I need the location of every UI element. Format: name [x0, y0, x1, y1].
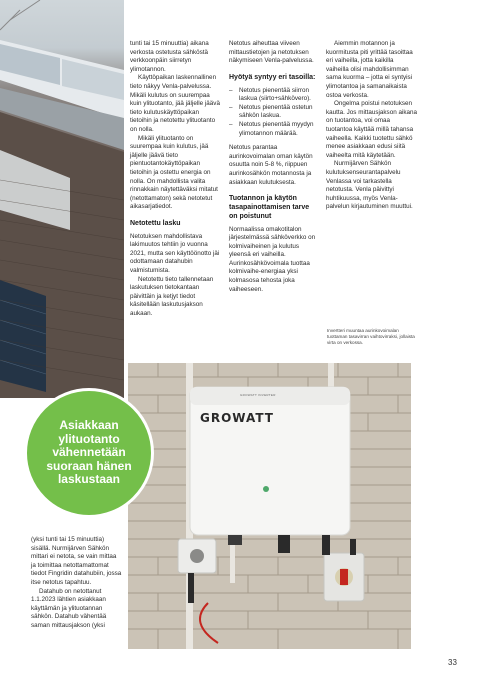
- col2-list-heading: Hyötyä syntyy eri tasoilla:: [229, 73, 316, 81]
- text-column-1: [130, 40, 220, 319]
- col1-paragraph-2: Käyttöpaikan laskennallinen tieto näkyy Venla-palvelussa. Mikäli kulutus on suurempaa kuin ylituotanto, jää jäljelle jäävä tieto kulutuskäyttöpaikan tietoihin ja netotettu ylituotanto on nolla.: [130, 74, 220, 133]
- roof-solar-photo: [0, 0, 124, 398]
- col1-heading: Netotettu lasku: [130, 219, 181, 227]
- col3-paragraph-1: Aiemmin motannon ja kuormitusta piti yrittää tasoittaa eri vaiheilla, jotta kaikilla vaiheilla olisi mahdollisimman sama kuorma – jotta ei syntyisi ylimotantoa ja samanaikaista ostoa verkosta.: [326, 40, 413, 99]
- benefit-list: [229, 87, 319, 139]
- inverter-small-label: GROWATT INVERTER: [240, 393, 276, 397]
- bottom-paragraph-1: (yksi tunti tai 15 minuuttia) sisällä. Nurmijärven Sähkön mittari ei netota, se vain mittaa ja toimittaa netottamattomat tiedot Fingridin datahubiin, jossa itse netotus tapahtuu.: [31, 536, 122, 586]
- inverter-illustration: [128, 363, 411, 649]
- text-column-2: [229, 40, 319, 294]
- list-item: – Netotus pienentää myydyn ylimotannon määrää.: [229, 121, 319, 138]
- list-item: – Netotus pienentää siirron laskua (siirto+sähkövero).: [229, 87, 319, 104]
- inverter-brand-logo: GROWATT: [200, 411, 274, 425]
- col2-paragraph-1: Netotus aiheuttaa viiveen mittaustietojen ja netotuksen näkymiseen Venla-palvelussa.: [229, 40, 314, 65]
- bottom-paragraph-2: Datahub on netottanut 1.1.2023 lähtien asiakkaan käyttämän ja ylituotannan sähkön. Datahub vähentää saman mittausjakson (yksi: [31, 587, 107, 629]
- col2-paragraph-3: Normaalissa omakotitalon järjestelmässä sähköverkko on kolmivaiheinen ja kulutus yleensä eri vaiheilla. Aurinkosähkövoimala tuottaa kolmivaihe-energiaa yksi kolmasosa tehosta joka vaiheeseen.: [229, 225, 316, 293]
- col1-paragraph-3: Mikäli ylituotanto on suurempaa kuin kulutus, jää jäljelle jäävä tieto pientuotantokäyttöpaikan tietoihin ja ostettu energia on nolla. On mahdollista valita rinnakkain näytettäväksi mitatut (netottamaton) sekä netotetut aikasarjatiedot.: [130, 134, 218, 211]
- inverter-photo: [128, 363, 411, 649]
- roof-solar-illustration: [0, 0, 124, 398]
- text-column-bottom: [31, 536, 123, 631]
- list-item: – Netotus pienentää ostetun sähkön laskua.: [229, 104, 319, 121]
- page-number: 33: [448, 658, 457, 667]
- col1-paragraph-4: Netotuksen mahdollistava lakimuutos tehtiin jo vuonna 2021, mutta sen käyttöönotto jäi odottamaan datahubin valmistumista.: [130, 232, 220, 275]
- text-column-3: [326, 40, 418, 212]
- col3-paragraph-3: Nurmijärven Sähkön kulutuksenseurantapalvelu Venlassa voi tarkastella netotusta. Venla päivittyi huhtikuussa, myös Venla-palvelun kirjautuminen muuttui.: [326, 160, 413, 211]
- col2-paragraph-2: Netotus parantaa aurinkovoimalan oman käytön osuutta noin 5-8 %, riippuen aurinkosähkön motannosta ja asiakkaan kulutuksesta.: [229, 144, 313, 186]
- pull-quote-text: Asiakkaan ylituotanto vähennetään suoraan hänen laskustaan: [46, 418, 132, 487]
- pull-quote-circle: [24, 388, 154, 518]
- photo-caption: Invertteri muuntaa aurinkovoimalan tuottaman tasavirran vaihtovirraksi, jollaista virta on verkossa.: [327, 328, 415, 345]
- col3-paragraph-2: Ongelma poistui netotuksen kautta. Jos mittausjakson aikana on tuotantoa, voi omaa tuotantoa käyttää millä tahansa vaiheella. Kaikki tuotettu sähkö menee asiakkaan edusi siitä vaiheelta mitä käytetään.: [326, 100, 418, 159]
- col2-heading: Tuotannon ja käytön tasapainottamisen tarve on poistunut: [229, 195, 310, 220]
- col1-paragraph-1: tunti tai 15 minuuttia) aikana verkosta ostetusta sähköstä verkkoonpäin siirretyn ylimotannon.: [130, 40, 209, 73]
- col1-paragraph-5: Netotettu tieto tallennetaan laskutuksen tietokantaan päivittäin ja ketjyt tiedot käsitellään laskutusjakson aukaan.: [130, 275, 214, 318]
